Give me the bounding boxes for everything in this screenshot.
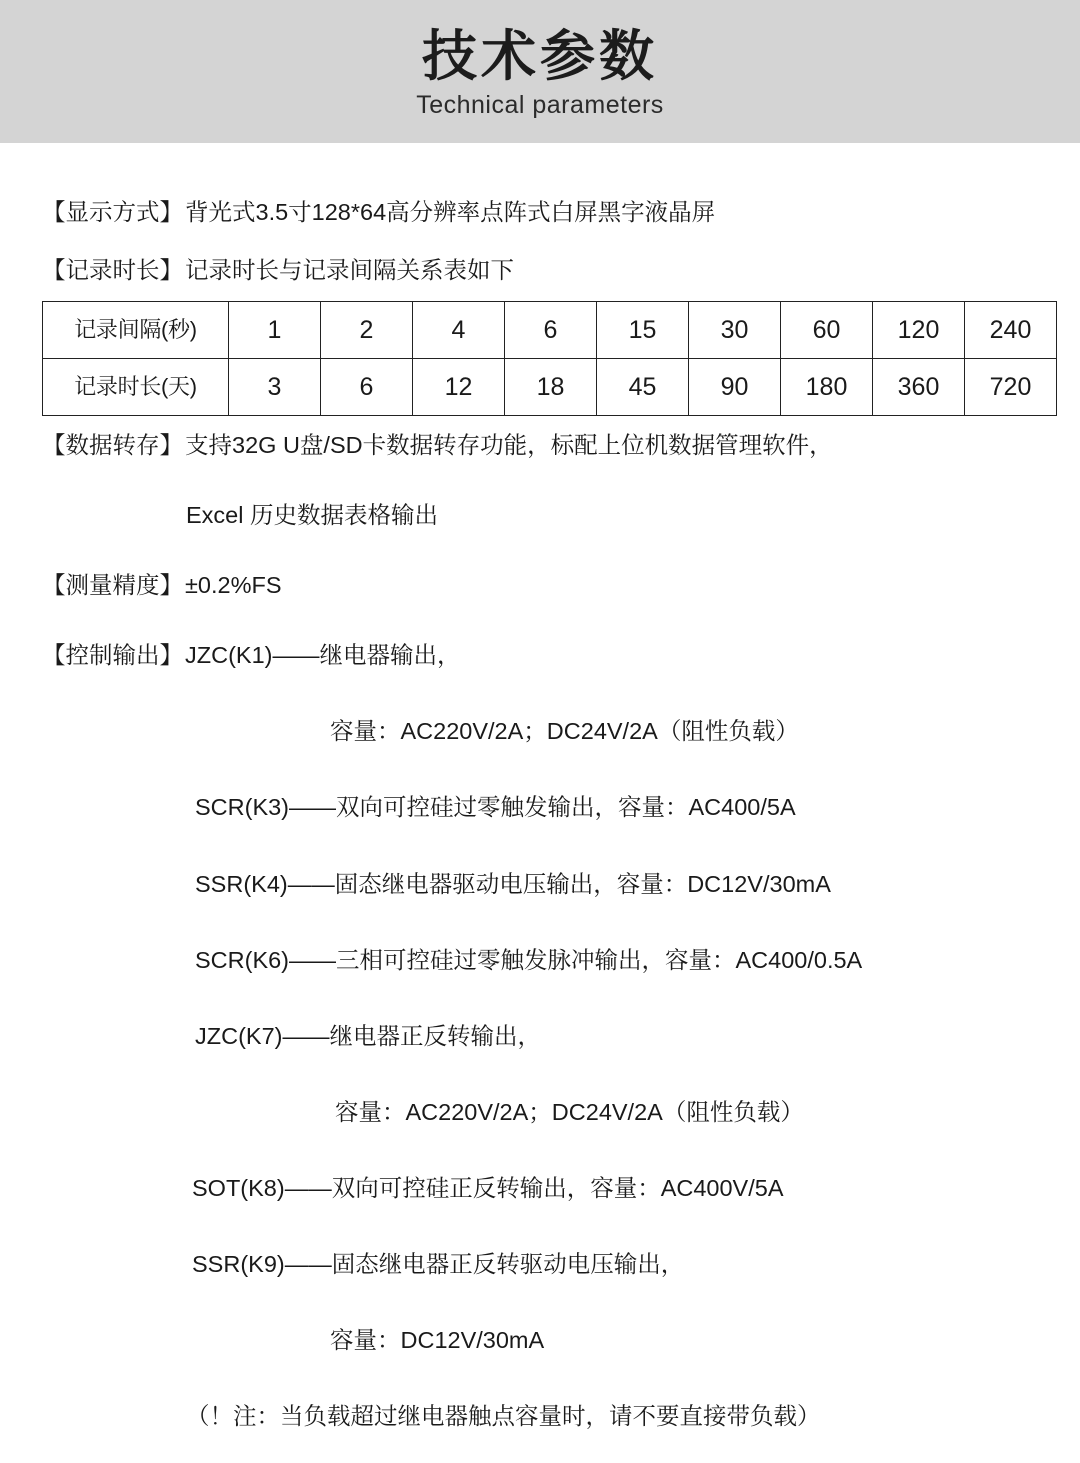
spec-display bbox=[0, 143, 1080, 229]
table-cell: 6 bbox=[321, 359, 413, 416]
record-interval-table bbox=[42, 301, 1057, 416]
control-output-line-2: SCR(K3)——双向可控硅过零触发输出，容量：AC400/5A bbox=[195, 794, 796, 821]
table-cell: 240 bbox=[965, 302, 1057, 359]
spec-record-duration-label: 【记录时长】 bbox=[42, 257, 183, 284]
table-cell: 720 bbox=[965, 359, 1057, 416]
table-row bbox=[43, 302, 1057, 359]
table-cell: 45 bbox=[597, 359, 689, 416]
page-title: 技术参数 bbox=[421, 25, 658, 87]
spec-content bbox=[0, 143, 1080, 1463]
page-banner bbox=[0, 0, 1080, 143]
table-row-header-interval: 记录间隔(秒) bbox=[43, 302, 229, 359]
control-output-line-3: SSR(K4)——固态继电器驱动电压输出，容量：DC12V/30mA bbox=[195, 870, 831, 897]
table-cell: 180 bbox=[781, 359, 873, 416]
spec-accuracy-value: ±0.2%FS bbox=[185, 572, 282, 599]
spec-data-transfer-line2: Excel 历史数据表格输出 bbox=[186, 502, 438, 529]
table-cell: 1 bbox=[229, 302, 321, 359]
table-cell: 360 bbox=[873, 359, 965, 416]
spec-display-label: 【显示方式】 bbox=[42, 199, 183, 225]
spec-record-duration-value: 记录时长与记录间隔关系表如下 bbox=[185, 257, 514, 284]
table-cell: 2 bbox=[321, 302, 413, 359]
control-output-line-8: SSR(K9)——固态继电器正反转驱动电压输出， bbox=[192, 1250, 685, 1277]
table-cell: 6 bbox=[505, 302, 597, 359]
table-cell: 3 bbox=[229, 359, 321, 416]
spec-control-output-value: JZC(K1)——继电器输出， bbox=[185, 642, 461, 669]
table-row-header-duration: 记录时长(天) bbox=[43, 359, 229, 416]
table-cell: 12 bbox=[413, 359, 505, 416]
control-output-line-4: SCR(K6)——三相可控硅过零触发脉冲输出，容量：AC400/0.5A bbox=[195, 946, 863, 973]
control-output-line-6: 容量：AC220V/2A；DC24V/2A（阻性负载） bbox=[335, 1098, 804, 1125]
control-output-line-5: JZC(K7)——继电器正反转输出， bbox=[195, 1022, 541, 1049]
spec-data-transfer-label: 【数据转存】 bbox=[42, 432, 183, 459]
control-output-line-9: 容量：DC12V/30mA bbox=[330, 1326, 545, 1353]
table-cell: 30 bbox=[689, 302, 781, 359]
control-output-note: （！注：当负载超过继电器触点容量时，请不要直接带负载） bbox=[186, 1402, 821, 1429]
record-table-wrap bbox=[0, 287, 1080, 416]
table-cell: 120 bbox=[873, 302, 965, 359]
spec-control-output bbox=[0, 638, 1080, 672]
spec-display-value: 背光式3.5寸128*64高分辨率点阵式白屏黑字液晶屏 bbox=[185, 199, 716, 225]
page-subtitle: Technical parameters bbox=[416, 91, 664, 119]
spec-accuracy-label: 【测量精度】 bbox=[42, 572, 183, 599]
spec-data-transfer-value: 支持32G U盘/SD卡数据转存功能，标配上位机数据管理软件， bbox=[185, 432, 833, 459]
spec-data-transfer bbox=[0, 428, 1080, 462]
table-cell: 90 bbox=[689, 359, 781, 416]
table-cell: 15 bbox=[597, 302, 689, 359]
spec-control-output-label: 【控制输出】 bbox=[42, 642, 183, 669]
spec-record-duration bbox=[0, 253, 1080, 287]
table-cell: 60 bbox=[781, 302, 873, 359]
control-output-line-1: 容量：AC220V/2A；DC24V/2A（阻性负载） bbox=[330, 718, 799, 745]
table-cell: 4 bbox=[413, 302, 505, 359]
table-cell: 18 bbox=[505, 359, 597, 416]
spec-accuracy bbox=[0, 568, 1080, 602]
table-row bbox=[43, 359, 1057, 416]
control-output-line-7: SOT(K8)——双向可控硅正反转输出，容量：AC400V/5A bbox=[192, 1174, 784, 1201]
